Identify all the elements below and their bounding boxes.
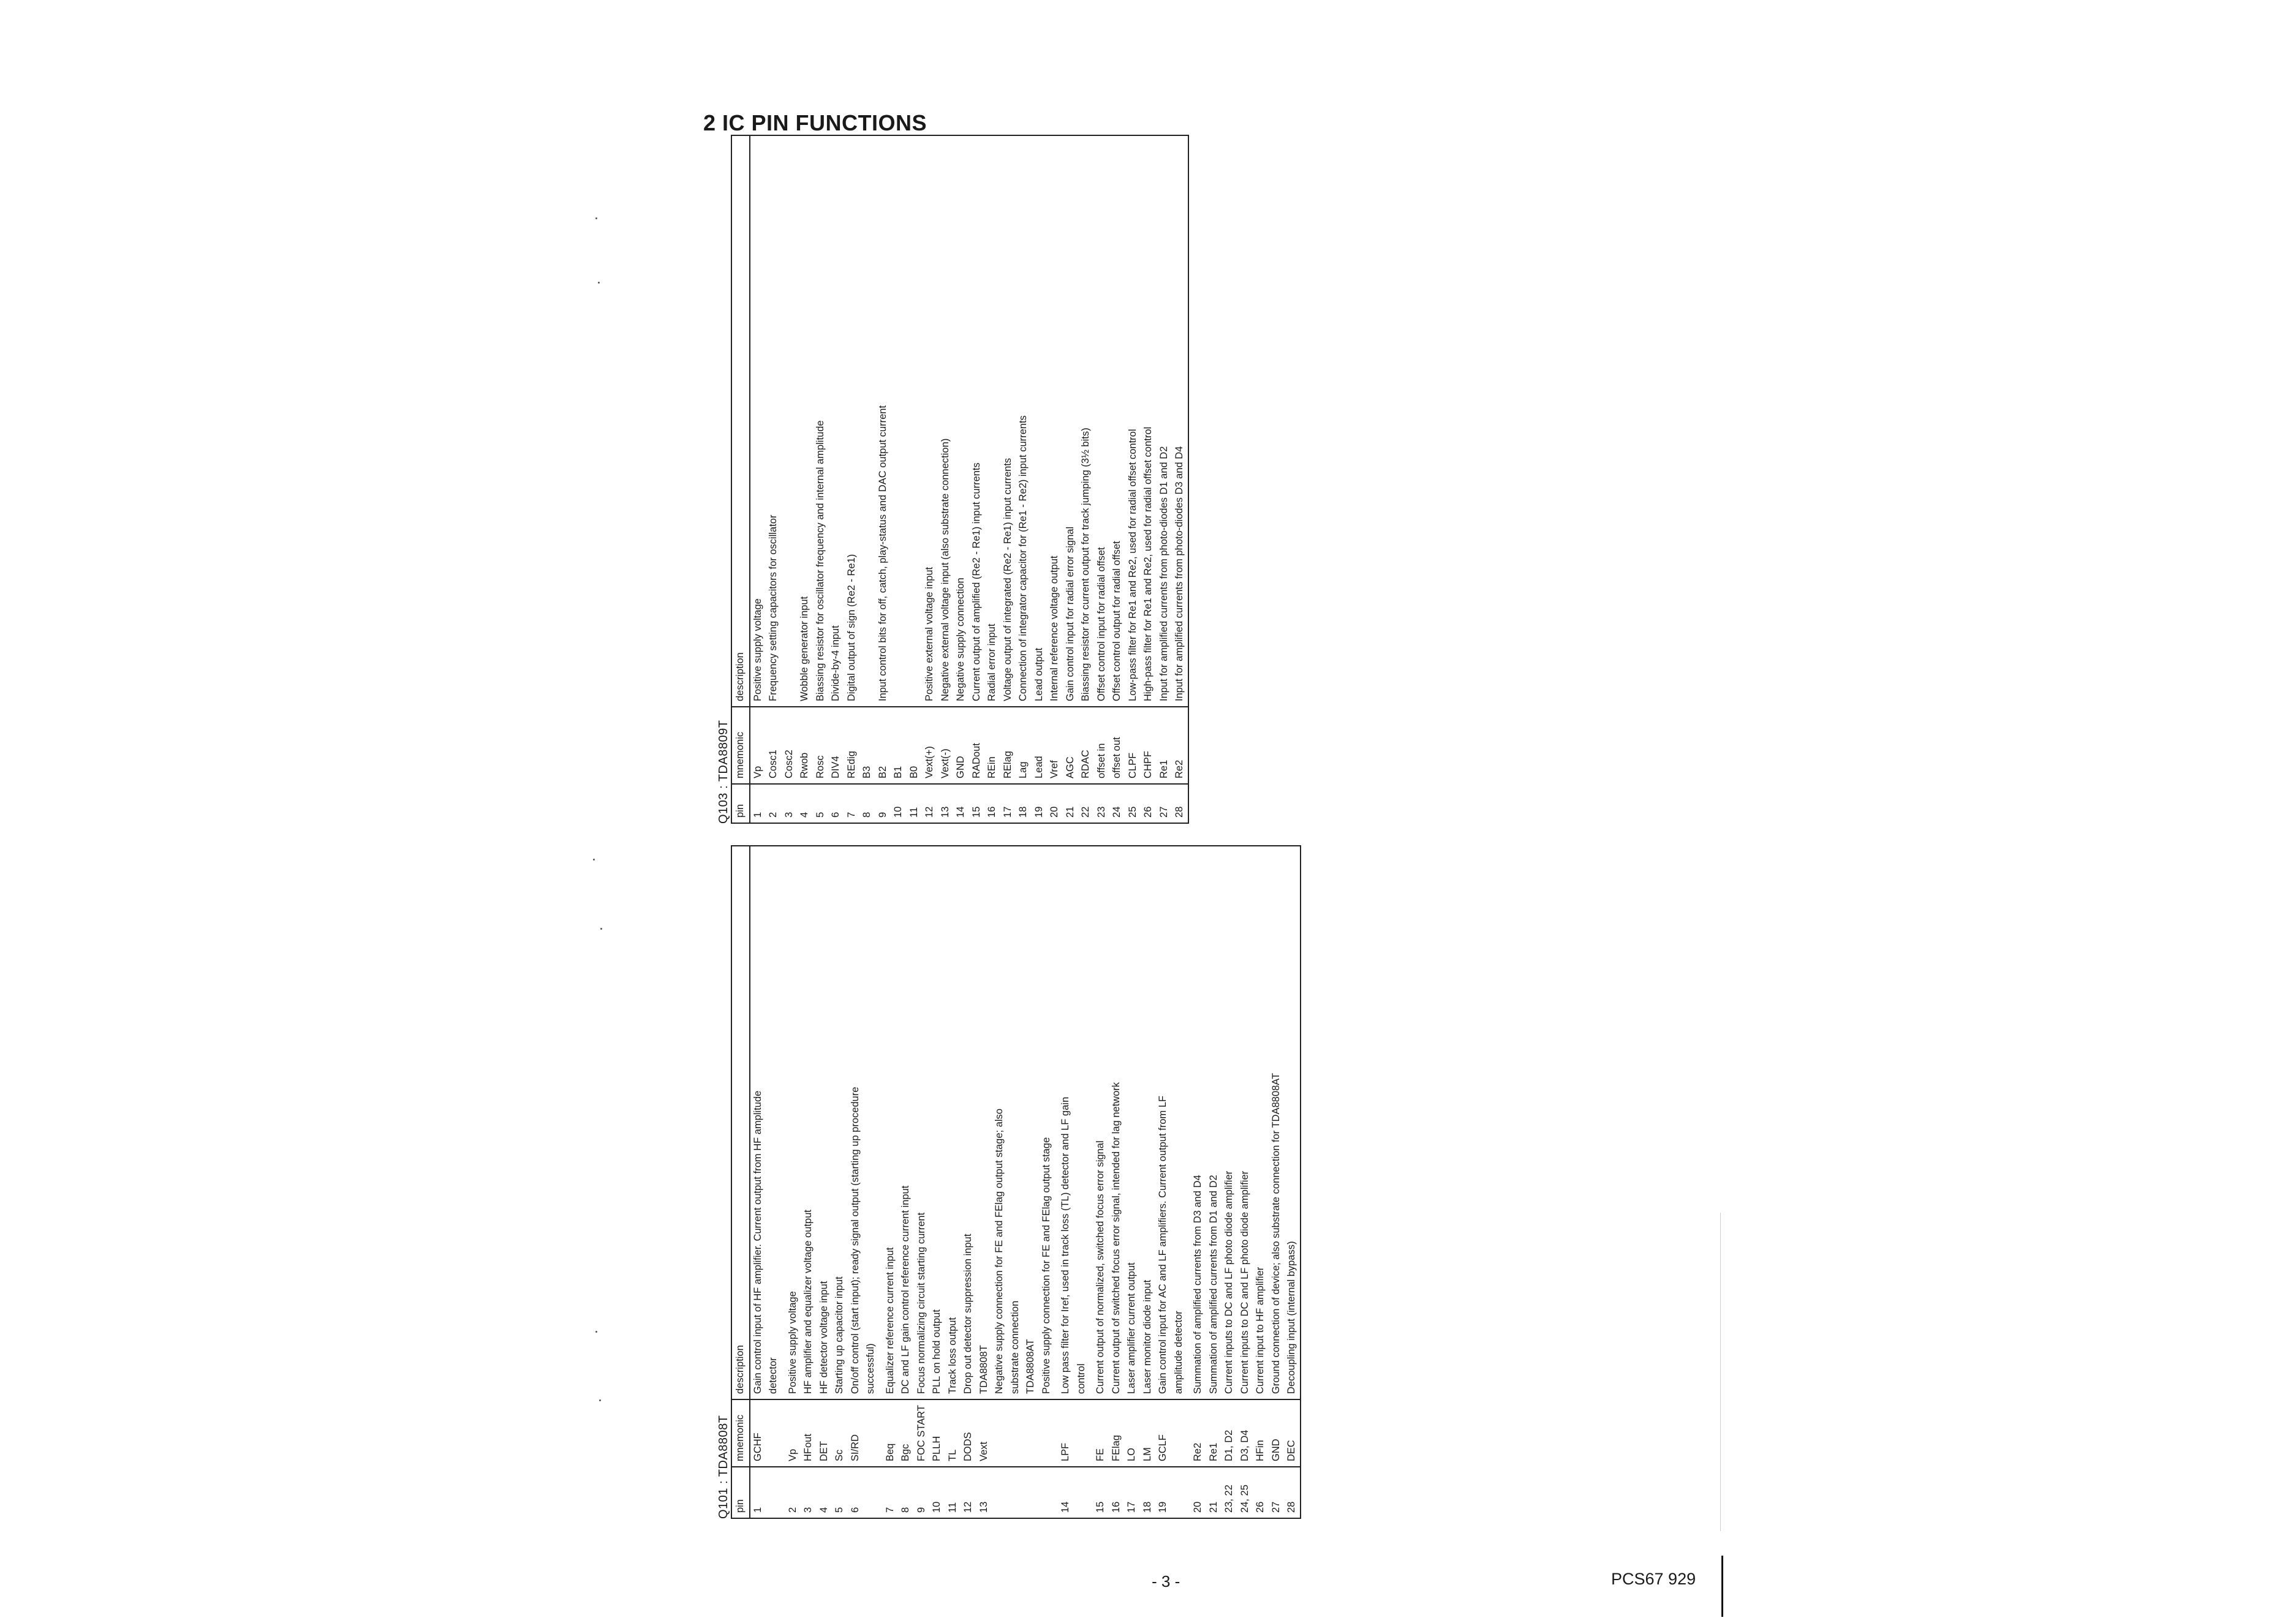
table-row — [969, 135, 985, 823]
description-cell: TDA8808AT — [1025, 1339, 1036, 1394]
table-row — [1109, 135, 1125, 823]
pin-cell: 14 — [1058, 1467, 1074, 1518]
description-cell: Starting up capacitor input — [834, 1276, 845, 1394]
scan-speck — [593, 859, 595, 860]
description-cell: Input for amplified currents from photo-diodes D1 and D2 — [1158, 446, 1169, 701]
table-row — [848, 846, 864, 1518]
description-cell: Positive external voltage input — [924, 567, 935, 701]
pin-cell: 4 — [817, 1467, 833, 1518]
pin-cell: 5 — [813, 784, 829, 823]
description-cell: Connection of integrator capacitor for (Re1 - Re2) input currents — [1018, 415, 1029, 701]
table-row — [782, 135, 798, 823]
table-row — [1000, 135, 1016, 823]
description-cell: Current inputs to DC and LF photo diode amplifier — [1223, 1170, 1234, 1394]
mnemonic-cell: Rwob — [797, 707, 813, 784]
table-row — [750, 846, 766, 1518]
pin-cell-empty — [1008, 1467, 1024, 1518]
description-cell: successful) — [865, 1343, 876, 1394]
table-row — [1058, 846, 1074, 1518]
description-cell: Ground connection of device; also substrate connection for TDA8808AT — [1270, 1072, 1282, 1394]
description-cell — [891, 135, 907, 707]
table-row — [1008, 846, 1024, 1518]
pin-cell: 27 — [1157, 784, 1173, 823]
description-cell: Divide-by-4 input — [830, 625, 841, 701]
mnemonic-cell: LO — [1124, 1399, 1140, 1467]
mnemonic-cell: Vp — [785, 1399, 801, 1467]
description-cell — [782, 135, 798, 707]
description-cell: Input control bits for off, catch, play-status and DAC output current — [877, 405, 888, 701]
pin-cell-empty — [1039, 1467, 1055, 1518]
pin-cell: 5 — [832, 1467, 848, 1518]
pin-cell: 21 — [1206, 1467, 1222, 1518]
pin-cell: 23 — [1094, 784, 1110, 823]
pin-cell: 8 — [859, 784, 875, 823]
table-row — [1157, 135, 1173, 823]
mnemonic-cell: REin — [984, 707, 1000, 784]
mnemonic-cell: Bgc — [898, 1399, 914, 1467]
mnemonic-cell: Rosc — [813, 707, 829, 784]
description-cell: Gain control input for radial error signal — [1064, 526, 1076, 701]
table-row — [984, 135, 1000, 823]
description-cell: Laser monitor diode input — [1141, 1279, 1153, 1394]
table-row — [1155, 846, 1171, 1518]
mnemonic-cell: Vext(+) — [922, 707, 938, 784]
description-cell: Biassing resistor for oscillator frequency and internal amplitude — [814, 420, 826, 701]
table-row — [1093, 846, 1109, 1518]
pin-cell: 9 — [875, 784, 891, 823]
description-cell: Offset control input for radial offset — [1095, 547, 1107, 701]
description-cell: Negative external voltage input (also substrate connection) — [939, 438, 951, 701]
description-cell: On/off control (start input); ready signal output (starting up procedure — [849, 1086, 861, 1394]
table-row — [1063, 135, 1079, 823]
table-row — [891, 135, 907, 823]
table-row — [922, 135, 938, 823]
mnemonic-cell-empty — [1023, 1399, 1039, 1467]
pin-cell-empty — [992, 1467, 1008, 1518]
description-cell: High-pass filter for Re1 and Re2, used for radial offset control — [1142, 426, 1154, 701]
table-row — [828, 135, 844, 823]
pin-cell: 16 — [984, 784, 1000, 823]
mnemonic-cell: Re2 — [1172, 707, 1188, 784]
mnemonic-cell: CHPF — [1141, 707, 1157, 784]
description-cell: Laser amplifier current output — [1126, 1262, 1137, 1394]
mnemonic-cell: Re1 — [1206, 1399, 1222, 1467]
table-row — [1172, 135, 1188, 823]
pin-cell: 23, 22 — [1222, 1467, 1237, 1518]
mnemonic-cell-empty — [1008, 1399, 1024, 1467]
description-cell: Decoupling input (internal bypass) — [1286, 1241, 1297, 1394]
pin-cell: 20 — [1190, 1467, 1206, 1518]
mnemonic-cell: RADout — [969, 707, 985, 784]
pin-cell: 17 — [1124, 1467, 1140, 1518]
pin-table-q101 — [731, 845, 1301, 1519]
table-row — [907, 135, 923, 823]
pin-cell: 3 — [782, 784, 798, 823]
table-row — [1094, 135, 1110, 823]
mnemonic-cell-empty — [766, 1399, 782, 1467]
mnemonic-cell: B2 — [875, 707, 891, 784]
table-row — [976, 846, 992, 1518]
description-cell: TDA8808T — [978, 1345, 989, 1394]
pin-cell-empty — [766, 1467, 782, 1518]
column-header-pin: pin — [731, 1467, 750, 1518]
table-row — [766, 846, 782, 1518]
description-cell: Negative supply connection — [955, 578, 966, 701]
mnemonic-cell: Re2 — [1190, 1399, 1206, 1467]
column-header-mnemonic: mnemonic — [731, 1399, 750, 1467]
description-cell: Gain control input of HF amplifier. Current output from HF amplitude — [752, 1090, 763, 1394]
mnemonic-cell: AGC — [1063, 707, 1079, 784]
table-row — [1253, 846, 1269, 1518]
mnemonic-cell: TL — [945, 1399, 961, 1467]
table-row — [1125, 135, 1141, 823]
mnemonic-cell: D1, D2 — [1222, 1399, 1237, 1467]
table-row — [832, 846, 848, 1518]
pin-cell: 13 — [938, 784, 954, 823]
description-cell: Gain control input for AC and LF amplifiers. Current output from LF — [1157, 1096, 1168, 1394]
pin-cell-empty — [1023, 1467, 1039, 1518]
mnemonic-cell: DEC — [1284, 1399, 1301, 1467]
table-q101-container — [717, 845, 1301, 1519]
pin-cell-empty — [863, 1467, 879, 1518]
mnemonic-cell: Beq — [883, 1399, 899, 1467]
mnemonic-cell: FOC START — [914, 1399, 930, 1467]
description-cell — [859, 135, 875, 707]
table-row — [1141, 135, 1157, 823]
pin-cell: 10 — [891, 784, 907, 823]
mnemonic-cell: B1 — [891, 707, 907, 784]
pin-cell: 13 — [976, 1467, 992, 1518]
description-cell: Internal reference voltage output — [1049, 555, 1060, 701]
description-cell: HF detector voltage input — [818, 1281, 829, 1394]
mnemonic-cell: Vext — [976, 1399, 992, 1467]
mnemonic-cell: Vp — [750, 707, 766, 784]
description-cell: Positive supply connection for FE and FElag output stage — [1040, 1137, 1052, 1394]
pin-cell: 7 — [844, 784, 860, 823]
pin-cell: 26 — [1141, 784, 1157, 823]
mnemonic-cell: RElag — [1000, 707, 1016, 784]
table-row — [797, 135, 813, 823]
table-row — [914, 846, 930, 1518]
description-cell: Summation of amplified currents from D3 and D4 — [1192, 1175, 1203, 1394]
description-cell: Lead output — [1033, 647, 1044, 701]
table-row — [766, 135, 782, 823]
pin-cell: 26 — [1253, 1467, 1269, 1518]
description-cell: Positive supply voltage — [752, 598, 763, 701]
mnemonic-cell: CLPF — [1125, 707, 1141, 784]
description-cell: Voltage output of integrated (Re2 - Re1) input currents — [1002, 458, 1013, 701]
pin-cell: 18 — [1016, 784, 1032, 823]
table-row — [1032, 135, 1048, 823]
description-cell: DC and LF gain control reference current input — [900, 1185, 911, 1394]
mnemonic-cell: B3 — [859, 707, 875, 784]
column-header-mnemonic: mnemonic — [731, 707, 750, 784]
table-row — [859, 135, 875, 823]
mnemonic-cell: DIV4 — [828, 707, 844, 784]
table-row — [1206, 846, 1222, 1518]
pin-cell: 16 — [1109, 1467, 1125, 1518]
mnemonic-cell: Re1 — [1157, 707, 1173, 784]
pin-cell: 19 — [1155, 1467, 1171, 1518]
pin-cell-empty — [1171, 1467, 1187, 1518]
pin-cell: 28 — [1284, 1467, 1301, 1518]
description-cell: Low-pass filter for Re1 and Re2, used for radial offset control — [1127, 429, 1138, 701]
pin-cell: 6 — [828, 784, 844, 823]
description-cell: Current output of switched focus error signal, intended for lag network — [1110, 1082, 1122, 1394]
mnemonic-cell: LPF — [1058, 1399, 1074, 1467]
pin-cell: 18 — [1140, 1467, 1156, 1518]
mnemonic-cell: B0 — [907, 707, 923, 784]
description-cell: HF amplifier and equalizer voltage output — [802, 1210, 814, 1394]
table-body-q101 — [750, 846, 1301, 1518]
pin-cell: 21 — [1063, 784, 1079, 823]
mnemonic-cell-empty — [992, 1399, 1008, 1467]
pin-cell: 1 — [750, 784, 766, 823]
pin-cell: 7 — [883, 1467, 899, 1518]
pin-cell: 8 — [898, 1467, 914, 1518]
mnemonic-cell: REdig — [844, 707, 860, 784]
description-cell: Current output of normalized, switched focus error signal — [1095, 1140, 1106, 1394]
margin-line — [1721, 1556, 1723, 1617]
mnemonic-cell-empty — [1074, 1399, 1090, 1467]
table-row — [1078, 135, 1094, 823]
mnemonic-cell-empty — [863, 1399, 879, 1467]
table-row — [1039, 846, 1055, 1518]
pin-cell: 12 — [922, 784, 938, 823]
pin-cell: 15 — [969, 784, 985, 823]
column-header-description: description — [731, 135, 750, 707]
mnemonic-cell-empty — [1171, 1399, 1187, 1467]
document-code: PCS67 929 — [1611, 1570, 1696, 1588]
description-cell: Focus normalizing circuit starting current — [915, 1212, 927, 1394]
table-row — [938, 135, 954, 823]
description-cell: substrate connection — [1009, 1300, 1021, 1394]
pin-cell: 17 — [1000, 784, 1016, 823]
description-cell: Low pass filter for Iref, used in track loss (TL) detector and LF gain — [1060, 1096, 1071, 1394]
mnemonic-cell: HFin — [1253, 1399, 1269, 1467]
scan-speck — [595, 217, 597, 219]
table-row — [1237, 846, 1253, 1518]
table-row — [945, 846, 961, 1518]
mnemonic-cell: SI/RD — [848, 1399, 864, 1467]
mnemonic-cell: offset out — [1109, 707, 1125, 784]
pin-cell: 24 — [1109, 784, 1125, 823]
mnemonic-cell: GCHF — [750, 1399, 766, 1467]
description-cell: Offset control output for radial offset — [1111, 541, 1122, 701]
description-cell: Summation of amplified currents from D1 and D2 — [1207, 1175, 1219, 1394]
description-cell: Track loss output — [946, 1317, 958, 1394]
mnemonic-cell: Lead — [1032, 707, 1048, 784]
mnemonic-cell: DET — [817, 1399, 833, 1467]
table-row — [1222, 846, 1237, 1518]
pin-cell: 1 — [750, 1467, 766, 1518]
table-row — [785, 846, 801, 1518]
mnemonic-cell: GND — [1269, 1399, 1285, 1467]
mnemonic-cell: offset in — [1094, 707, 1110, 784]
table-q103-container — [717, 135, 1189, 824]
table-row — [875, 135, 891, 823]
description-cell: control — [1075, 1363, 1087, 1394]
pin-cell: 12 — [961, 1467, 976, 1518]
table-row — [1190, 846, 1206, 1518]
table-row — [817, 846, 833, 1518]
pin-cell: 2 — [785, 1467, 801, 1518]
pin-cell: 10 — [929, 1467, 945, 1518]
table-row — [863, 846, 879, 1518]
table-body-q103 — [750, 135, 1188, 823]
description-cell — [907, 135, 923, 707]
description-cell: Digital output of sign (Re2 - Re1) — [845, 554, 857, 701]
pin-cell: 14 — [953, 784, 969, 823]
page-number: - 3 - — [1152, 1572, 1180, 1591]
description-cell: Drop out detector suppression input — [962, 1233, 973, 1394]
mnemonic-cell: GCLF — [1155, 1399, 1171, 1467]
mnemonic-cell: LM — [1140, 1399, 1156, 1467]
mnemonic-cell: Cosc1 — [766, 707, 782, 784]
table-caption-q101: Q101 : TDA8808T — [717, 1415, 730, 1519]
table-row — [1074, 846, 1090, 1518]
description-cell: Positive supply voltage — [787, 1291, 798, 1394]
description-cell: Biassing resistor for current output for track jumping (3½ bits) — [1080, 427, 1091, 701]
table-row — [929, 846, 945, 1518]
table-row — [1140, 846, 1156, 1518]
mnemonic-cell: RDAC — [1078, 707, 1094, 784]
table-row — [1269, 846, 1285, 1518]
description-cell: Wobble generator input — [799, 596, 810, 701]
table-row — [1171, 846, 1187, 1518]
table-row — [961, 846, 976, 1518]
description-cell: Equalizer reference current input — [884, 1247, 896, 1394]
scan-speck — [599, 1399, 601, 1401]
mnemonic-cell-empty — [1039, 1399, 1055, 1467]
description-cell: Current output of amplified (Re2 - Re1) input currents — [970, 462, 982, 701]
description-cell: Current inputs to DC and LF photo diode amplifier — [1239, 1170, 1250, 1394]
mnemonic-cell: D3, D4 — [1237, 1399, 1253, 1467]
mnemonic-cell: PLLH — [929, 1399, 945, 1467]
mnemonic-cell: GND — [953, 707, 969, 784]
pin-cell: 22 — [1078, 784, 1094, 823]
section-heading: 2 IC PIN FUNCTIONS — [703, 110, 927, 135]
table-caption-q103: Q103 : TDA8809T — [717, 720, 730, 824]
table-row — [801, 846, 817, 1518]
table-row — [992, 846, 1008, 1518]
mnemonic-cell: Sc — [832, 1399, 848, 1467]
pin-cell: 15 — [1093, 1467, 1109, 1518]
table-row — [1023, 846, 1039, 1518]
description-cell: Radial error input — [986, 623, 997, 701]
scan-trace-line — [1720, 1213, 1721, 1531]
column-header-pin: pin — [731, 784, 750, 823]
pin-cell: 6 — [848, 1467, 864, 1518]
table-row — [1047, 135, 1063, 823]
scan-speck — [595, 1331, 597, 1333]
column-header-description: description — [731, 846, 750, 1399]
description-cell: Frequency setting capacitors for oscillator — [768, 514, 779, 701]
pin-cell: 28 — [1172, 784, 1188, 823]
pin-cell: 9 — [914, 1467, 930, 1518]
pin-cell: 19 — [1032, 784, 1048, 823]
table-row — [1109, 846, 1125, 1518]
mnemonic-cell: Vext(-) — [938, 707, 954, 784]
pin-cell: 25 — [1125, 784, 1141, 823]
pin-cell: 4 — [797, 784, 813, 823]
pin-cell: 20 — [1047, 784, 1063, 823]
table-row — [1284, 846, 1301, 1518]
pin-cell: 2 — [766, 784, 782, 823]
description-cell: Input for amplified currents from photo-diodes D3 and D4 — [1174, 446, 1185, 701]
mnemonic-cell: Lag — [1016, 707, 1032, 784]
scan-speck — [598, 282, 600, 284]
mnemonic-cell: FE — [1093, 1399, 1109, 1467]
pin-cell: 24, 25 — [1237, 1467, 1253, 1518]
scan-speck — [600, 928, 602, 930]
mnemonic-cell: Cosc2 — [782, 707, 798, 784]
description-cell: amplitude detector — [1173, 1311, 1184, 1394]
table-row — [1016, 135, 1032, 823]
table-row — [898, 846, 914, 1518]
table-row — [1124, 846, 1140, 1518]
table-row — [813, 135, 829, 823]
pin-cell: 27 — [1269, 1467, 1285, 1518]
mnemonic-cell: FElag — [1109, 1399, 1125, 1467]
mnemonic-cell: Vref — [1047, 707, 1063, 784]
pin-table-q103 — [731, 135, 1189, 824]
pin-cell: 11 — [945, 1467, 961, 1518]
description-cell: PLL on hold output — [931, 1309, 942, 1394]
pin-cell: 3 — [801, 1467, 817, 1518]
pin-cell: 11 — [907, 784, 923, 823]
description-cell: detector — [768, 1357, 779, 1394]
mnemonic-cell: DODS — [961, 1399, 976, 1467]
mnemonic-cell: HFout — [801, 1399, 817, 1467]
table-row — [844, 135, 860, 823]
table-row — [953, 135, 969, 823]
pin-cell-empty — [1074, 1467, 1090, 1518]
description-cell: Current input to HF amplifier — [1255, 1267, 1266, 1394]
table-row — [883, 846, 899, 1518]
table-row — [750, 135, 766, 823]
description-cell: Negative supply connection for FE and FElag output stage; also — [994, 1109, 1005, 1394]
